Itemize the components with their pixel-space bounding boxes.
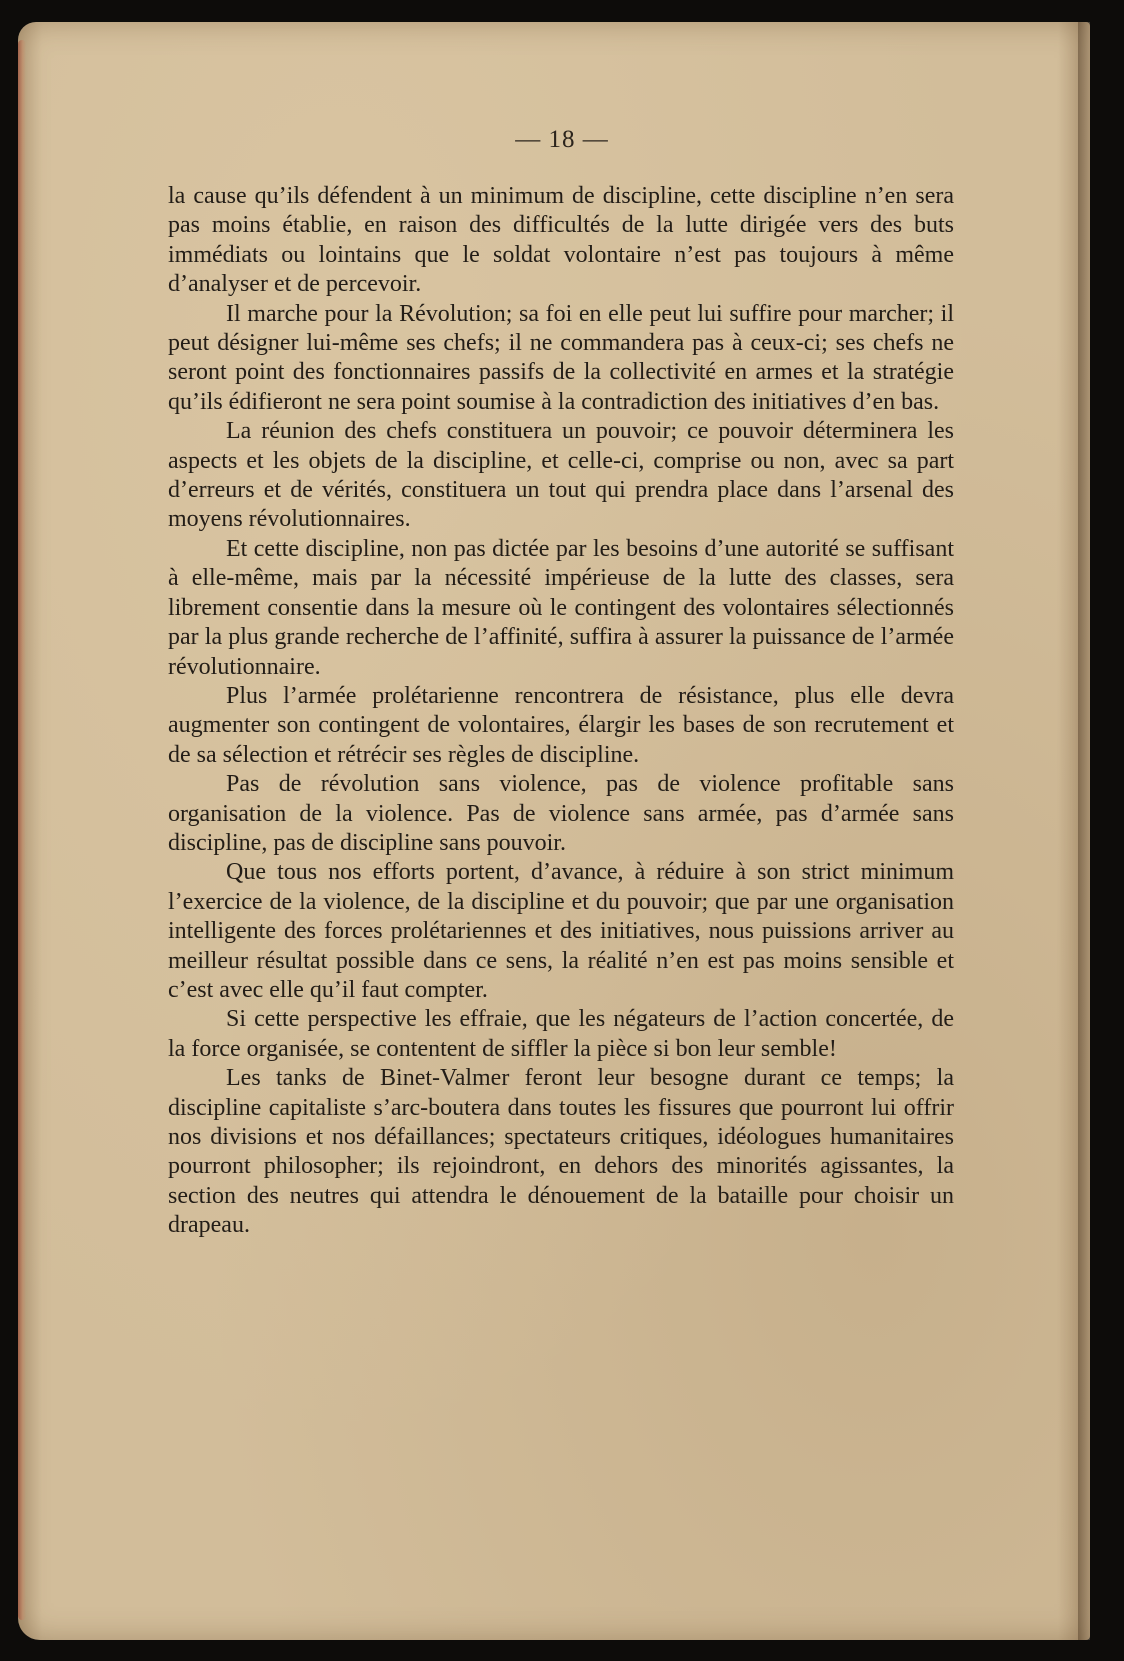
paragraph-2: Il marche pour la Révolution; sa foi en elle peut lui suffire pour marcher; il peut désigner lui-même ses chefs; il ne commandera pas à ceux-ci; ses chefs ne seront point des fonctionnaires passifs de la collectivité en armes et la stratégie qu’ils édifieront ne sera point soumise à la contradiction des initiatives d’en bas. [168, 300, 954, 415]
paragraph-4: Et cette discipline, non pas dictée par les besoins d’une autorité se suffisant à elle-même, mais par la nécessité impérieuse de la lutte des classes, sera librement consentie dans la mesure où le contingent des volontaires sélectionnés par la plus grande recherche de l’affinité, suffira à assurer la puissance de l’armée révolutionnaire. [168, 535, 954, 680]
page-fold [1078, 22, 1090, 1640]
paragraph-8: Si cette perspective les effraie, que les négateurs de l’action concertée, de la force organisée, se contentent de siffler la pièce si bon leur semble! [168, 1006, 954, 1062]
paragraph-5: Plus l’armée prolétarienne rencontrera de résistance, plus elle devra augmenter son contingent de volontaires, élargir les bases de son recrutement et de sa sélection et rétrécir ses règles de discipline. [168, 682, 954, 768]
page-number: — 18 — [515, 126, 609, 153]
paragraph-3: La réunion des chefs constituera un pouvoir; ce pouvoir déterminera les aspects et les objets de la discipline, et celle-ci, comprise ou non, avec sa part d’erreurs et de vérités, constituera un tout qui prendra place dans l’arsenal des moyens révolutionnaires. [168, 418, 954, 533]
paragraph-6: Pas de révolution sans violence, pas de violence profitable sans organisation de la violence. Pas de violence sans armée, pas d’armée sans discipline, pas de discipline sans pouvoir. [168, 771, 954, 856]
body-text [168, 182, 954, 1241]
paragraph-1: la cause qu’ils défendent à un minimum de discipline, cette discipline n’en sera pas moins établie, en raison des difficultés de la lutte dirigée vers des buts immédiats ou lointains que le soldat volontaire n’est pas toujours à même d’analyser et de percevoir. [168, 183, 954, 298]
paragraph-9: Les tanks de Binet-Valmer feront leur besogne durant ce temps; la discipline capitaliste s’arc-boutera dans toutes les fissures que pourront lui offrir nos divisions et nos défaillances; spectateurs critiques, idéologues humanitaires pourront philosopher; ils rejoindront, en dehors des minorités agissantes, la section des neutres qui attendra le dénouement de la bataille pour choisir un drapeau. [168, 1065, 954, 1239]
paragraph-7: Que tous nos efforts portent, d’avance, à réduire à son strict minimum l’exercice de la violence, de la discipline et du pouvoir; que par une organisation intelligente des forces prolétariennes et des initiatives, nous puissions arriver au meilleur résultat possible dans ce sens, la réalité n’en est pas moins sensible et c’est avec elle qu’il faut compter. [168, 859, 954, 1003]
page-edge-binding [18, 40, 26, 1620]
